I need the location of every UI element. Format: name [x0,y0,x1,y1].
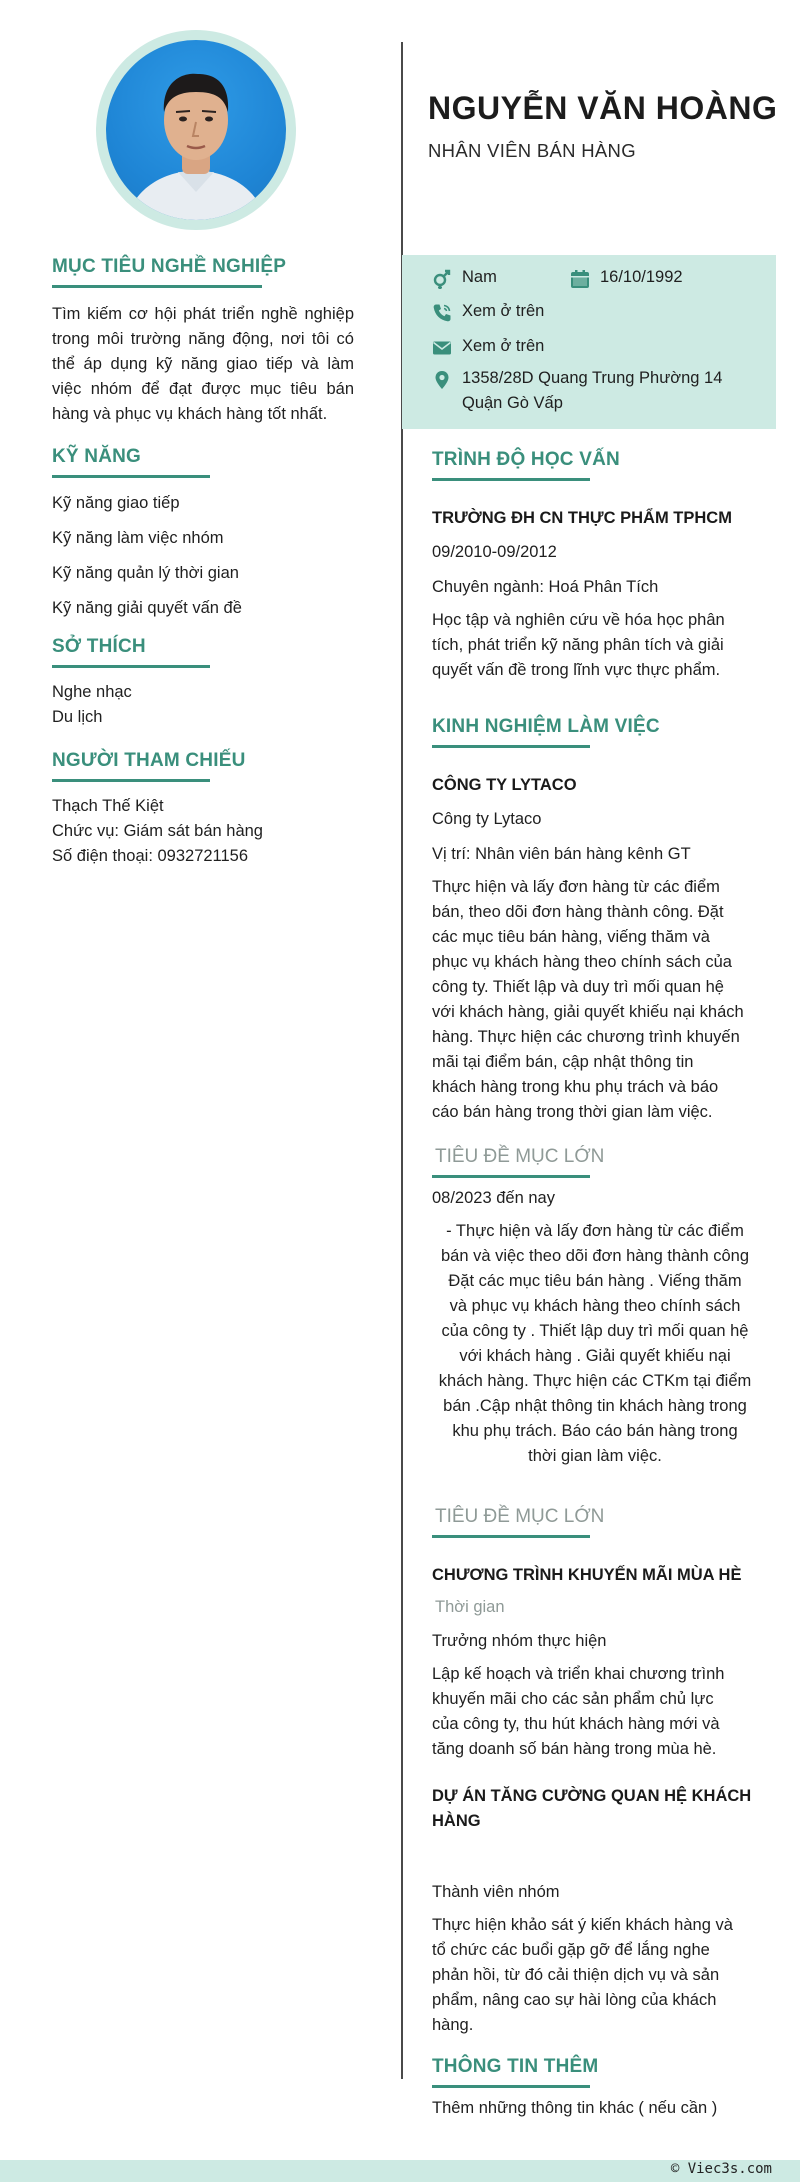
references-title: NGƯỜI THAM CHIẾU [52,750,246,778]
education-period: 09/2010-09/2012 [432,543,557,561]
project-1-desc-line: của công ty, thu hút khách hàng mới và [432,1715,720,1733]
gender-row [432,268,497,289]
project-2-title-line: DỰ ÁN TĂNG CƯỜNG QUAN HỆ KHÁCH [432,1787,752,1805]
section-b-title: TIÊU ĐỀ MỤC LỚN [435,1506,604,1534]
birthday-row [570,268,683,289]
email-row [432,337,544,358]
skill-item: Kỹ năng giải quyết vấn đề [52,599,242,617]
email-icon [432,338,452,358]
section-a-desc-line: với khách hàng . Giải quyết khiếu nại [459,1347,731,1365]
skills-title: KỸ NĂNG [52,446,141,474]
section-a-desc-line: khu phụ trách. Báo cáo bán hàng trong [452,1422,738,1440]
project-2-role: Thành viên nhóm [432,1883,560,1901]
objective-line: việc nhóm để đạt được mục tiêu bán [52,380,354,398]
experience-desc-line: mãi tại điểm bán, cập nhật thông tin [432,1053,694,1071]
skill-item: Kỹ năng giao tiếp [52,494,180,512]
candidate-job-title: NHÂN VIÊN BÁN HÀNG [428,140,636,161]
experience-desc-line: Thực hiện và lấy đơn hàng từ các điểm [432,878,720,896]
reference-name: Thạch Thế Kiệt [52,797,164,815]
candidate-name: NGUYỄN VĂN HOÀNG [428,90,778,126]
location-pin-icon [432,370,452,390]
project-1-desc-line: Lập kế hoạch và triển khai chương trình [432,1665,725,1683]
education-title: TRÌNH ĐỘ HỌC VẤN [432,449,620,477]
section-a-desc-line: và phục vụ khách hàng theo chính sách [449,1297,741,1315]
company-name: Công ty Lytaco [432,810,542,828]
education-desc-line: tích, phát triển kỹ năng phân tích và giải [432,636,724,654]
section-a-description [432,1219,758,1469]
section-a-desc-line: khách hàng. Thực hiện các CTKm tại điểm [438,1372,752,1390]
reference-position: Chức vụ: Giám sát bán hàng [52,822,263,840]
experience-description [432,875,758,1125]
experience-desc-line: khách hàng trong khu phụ trách và báo [432,1078,719,1096]
address-row [432,369,722,416]
phone-row [432,302,544,323]
project-1-desc-line: khuyến mãi cho các sản phẩm chủ lực [432,1690,714,1708]
calendar-icon [570,269,590,289]
profile-photo [106,40,286,220]
portrait-icon [106,40,286,220]
watermark: © Viec3s.com [670,2161,772,2177]
project-2-desc-line: phẩm, nâng cao sự hài lòng của khách [432,1991,717,2009]
section-a-desc-line: Đặt các mục tiêu bán hàng . Viếng thăm [448,1272,742,1290]
phone-icon [432,303,452,323]
address-line: Quận Gò Vấp [462,394,563,412]
project-1-role: Trưởng nhóm thực hiện [432,1632,607,1650]
education-desc-line: quyết vấn đề trong lĩnh vực thực phẩm. [432,661,721,679]
experience-desc-line: hàng. Thực hiện các chương trình khuyến [432,1028,740,1046]
education-section [432,449,758,683]
project-2-title [432,1784,758,1834]
section-a [432,1146,758,1469]
experience-desc-line: bán, theo dõi đơn hàng thành công. Đặt [432,903,724,921]
experience-desc-line: các mục tiêu bán hàng, viếng thăm và [432,928,710,946]
gender-value: Nam [462,268,497,286]
phone-value: Xem ở trên [462,302,545,320]
project-2-desc-line: phản hồi, từ đó cải thiện dịch vụ và sản [432,1966,720,1984]
experience-desc-line: phục vụ khách hàng theo chính sách của [432,953,732,971]
project-1-time: Thời gian [435,1598,505,1616]
company-heading: CÔNG TY LYTACO [432,776,577,794]
section-a-desc-line: - Thực hiện và lấy đơn hàng từ các điểm [446,1222,744,1240]
education-major: Chuyên ngành: Hoá Phân Tích [432,578,659,596]
reference-phone: Số điện thoại: 0932721156 [52,847,249,865]
project-2-desc-line: Thực hiện khảo sát ý kiến khách hàng và [432,1916,733,1934]
birthday-value: 16/10/1992 [600,268,683,286]
project-2-description [432,1913,758,2038]
experience-desc-line: công ty. Thiết lập và duy trì mối quan hệ [432,978,724,996]
project-1-desc-line: tăng doanh số bán hàng trong mùa hè. [432,1740,717,1758]
section-a-period: 08/2023 đến nay [432,1189,555,1207]
experience-section [432,716,758,1125]
experience-desc-line: với khách hàng, giải quyết khiếu nại khách [432,1003,744,1021]
skill-item: Kỹ năng làm việc nhóm [52,529,224,547]
references-section [52,750,354,869]
objective-line: Tìm kiếm cơ hội phát triển nghề nghiệp [52,305,354,323]
extra-info-section [432,2056,758,2121]
skill-item: Kỹ năng quản lý thời gian [52,564,239,582]
project-1-title: CHƯƠNG TRÌNH KHUYẾN MÃI MÙA HÈ [432,1566,742,1584]
education-description [432,608,758,683]
hobbies-title: SỞ THÍCH [52,636,146,664]
section-b [432,1506,758,2038]
objective-line: thể áp dụng kỹ năng giao tiếp và làm [52,355,354,373]
experience-title: KINH NGHIỆM LÀM VIỆC [432,716,660,744]
section-a-desc-line: bán và việc theo dõi đơn hàng thành công [440,1247,750,1265]
hobbies-section [52,636,354,730]
section-a-desc-line: bán .Cập nhật thông tin khách hàng trong [443,1397,747,1415]
extra-info-title: THÔNG TIN THÊM [432,2056,598,2084]
email-value: Xem ở trên [462,337,545,355]
objective-section [52,256,354,427]
experience-desc-line: cáo bán hàng trong thời gian làm việc. [432,1103,713,1121]
job-position: Vị trí: Nhân viên bán hàng kênh GT [432,845,691,863]
objective-line: trong môi trường năng động, nơi tôi có [52,330,354,348]
project-2-desc-line: hàng. [432,2016,474,2034]
objective-title: MỤC TIÊU NGHỀ NGHIỆP [52,256,286,284]
objective-line: hàng và phục vụ khách hàng tốt nhất. [52,405,328,423]
contact-panel [402,255,776,429]
project-1-description [432,1662,758,1762]
extra-info-text: Thêm những thông tin khác ( nếu cần ) [432,2099,718,2117]
profile-photo-frame [96,30,296,230]
education-desc-line: Học tập và nghiên cứu về hóa học phân [432,611,725,629]
section-a-desc-line: của công ty . Thiết lập duy trì mối quan hệ [441,1322,749,1340]
address-line: 1358/28D Quang Trung Phường 14 [462,369,723,387]
hobby-item: Du lịch [52,708,103,726]
objective-text [52,302,354,427]
section-a-title: TIÊU ĐỀ MỤC LỚN [435,1146,604,1174]
skills-section [52,446,354,626]
project-2-desc-line: tổ chức các buổi gặp gỡ để lắng nghe [432,1941,710,1959]
gender-icon [432,269,452,289]
project-2-title-line: HÀNG [432,1812,481,1830]
hobby-item: Nghe nhạc [52,683,132,701]
school-name: TRƯỜNG ĐH CN THỰC PHẨM TPHCM [432,509,732,527]
section-a-desc-line: thời gian làm việc. [528,1447,662,1465]
